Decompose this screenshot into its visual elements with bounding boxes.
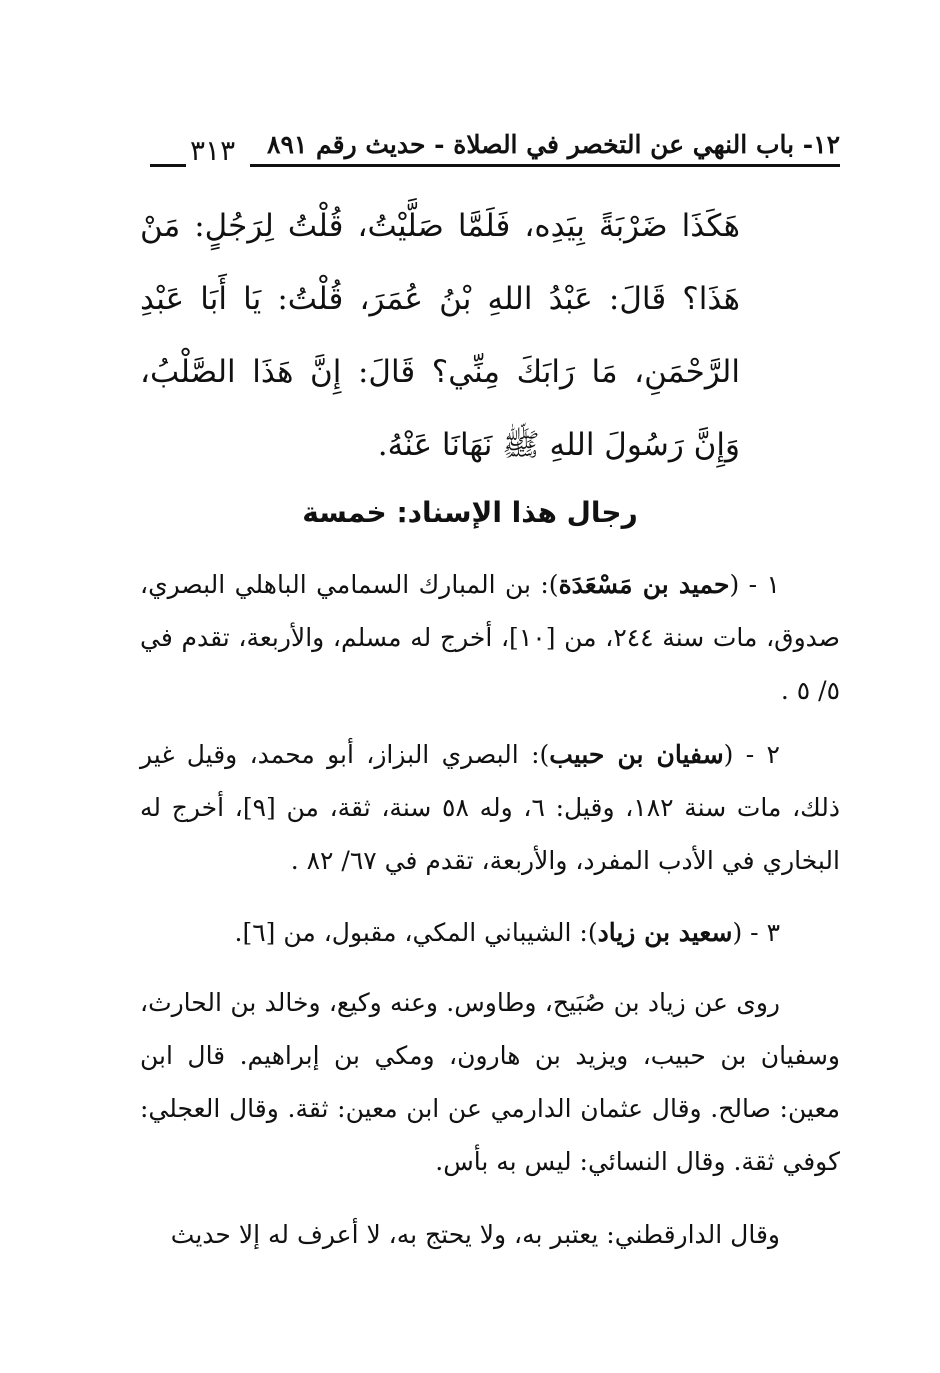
narrator-2-name: سفيان بن حبيب — [549, 740, 724, 769]
narrator-1 — [140, 558, 840, 717]
narrator-3-notes-2 — [140, 1208, 840, 1261]
narrator-1-name: حميد بن مَسْعَدَة — [558, 570, 730, 599]
narrator-1-details: ): بن المبارك السمامي الباهلي البصري، صدوق، مات سنة ٢٤٤، من [١٠]، أخرج له مسلم، والأربعة، تقدم في ٥/ ٥ . — [140, 570, 841, 705]
page-number: ٣١٣ — [190, 134, 236, 167]
narrator-3-prefix: ٣ - ( — [732, 918, 780, 947]
running-header — [150, 124, 840, 167]
header-title: ١٢- باب النهي عن التخصر في الصلاة - حديث رقم ٨٩١ — [267, 130, 840, 159]
narrator-3-notes — [140, 976, 840, 1188]
narrator-2-prefix: ٢ - ( — [723, 740, 780, 769]
narrator-3-details: ): الشيباني المكي، مقبول، من [٦]. — [234, 918, 598, 947]
section-heading: رجال هذا الإسناد: خمسة — [302, 496, 638, 529]
narrator-3-paragraph-1: روى عن زياد بن صُبَيح، وطاوس. وعنه وكيع، وخالد بن الحارث، وسفيان بن حبيب، ويزيد بن هارون، ومكي بن إبراهيم. قال ابن معين: صالح. وقال عثمان الدارمي عن ابن معين: ثقة. وقال العجلي: كوفي ثقة. وقال النسائي: ليس به بأس. — [140, 988, 840, 1176]
header-rule — [250, 164, 840, 167]
narrator-3-name: سعيد بن زياد — [597, 918, 733, 947]
hadith-text: هَكَذَا ضَرْبَةً بِيَدِه، فَلَمَّا صَلَّيْتُ، قُلْتُ لِرَجُلٍ: مَنْ هَذَا؟ قَالَ: عَبْدُ اللهِ بْنُ عُمَرَ، قُلْتُ: يَا أَبَا عَبْدِ الرَّحْمَنِ، مَا رَابَكَ مِنِّي؟ قَالَ: إِنَّ هَذَا الصَّلْبُ، وَإِنَّ رَسُولَ اللهِ ﷺ نَهَانَا عَنْهُ. — [140, 208, 740, 463]
header-rule-short — [150, 164, 186, 167]
narrator-2-details: ): البصري البزاز، أبو محمد، وقيل غير ذلك، مات سنة ١٨٢، وقيل: ٦، وله ٥٨ سنة، ثقة، من [٩]، أخرج له البخاري في الأدب المفرد، والأربعة، تقدم في ٦٧/ ٨٢ . — [140, 740, 840, 875]
narrator-3-paragraph-2: وقال الدارقطني: يعتبر به، ولا يحتج به، لا أعرف له إلا حديث — [170, 1220, 780, 1249]
narrator-1-prefix: ١ - ( — [729, 570, 780, 599]
narrator-3 — [140, 906, 840, 959]
narrator-2 — [140, 728, 840, 887]
